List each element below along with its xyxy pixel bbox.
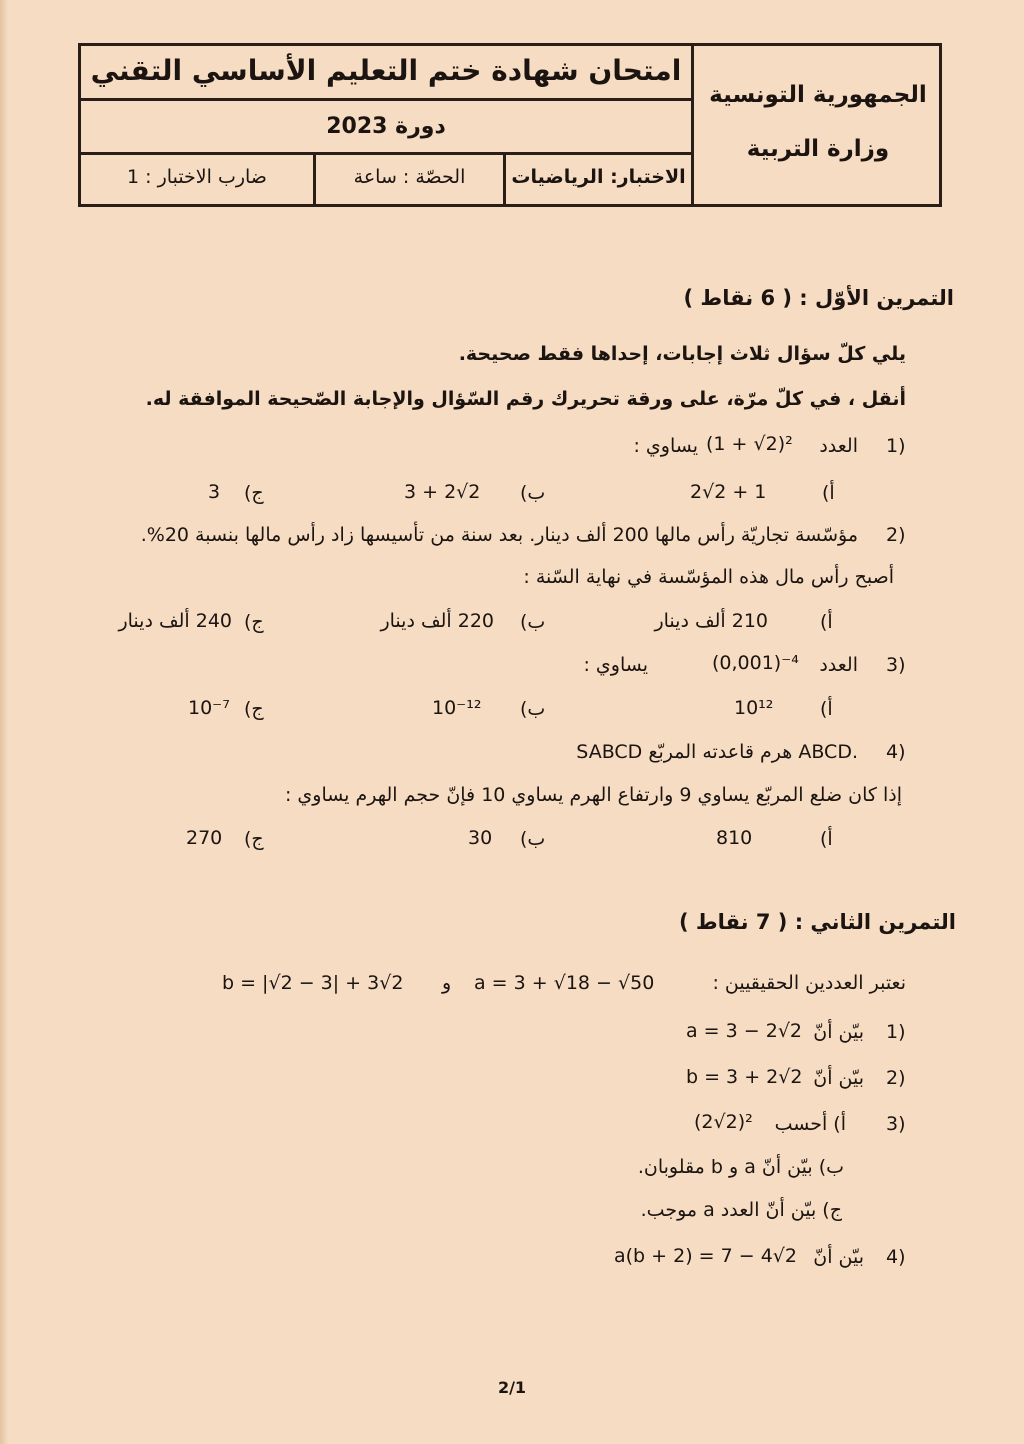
- ex2-item-4-text: بيّن أنّ: [813, 1246, 864, 1268]
- header-divider-vertical: [691, 46, 694, 204]
- exam-header: [78, 43, 942, 207]
- conjunction-and: و: [442, 972, 452, 994]
- q2-text: مؤسّسة تجاريّة رأس مالها 200 ألف دينار. بعد سنة من تأسيسها زاد رأس مالها بنسبة 20%.: [140, 524, 858, 546]
- ex2-item-3b-text: ب) بيّن أنّ a و b مقلوبان.: [637, 1156, 844, 1178]
- exercise-2-title: التمرين الثاني : ( 7 نقاط ): [678, 910, 956, 934]
- definition-a: a = 3 + √18 − √50: [474, 972, 655, 994]
- exam-title: امتحان شهادة ختم التعليم الأساسي التقني: [90, 54, 682, 87]
- ministry-name: وزارة التربية: [746, 136, 890, 162]
- q4-option-a: 810: [716, 827, 753, 849]
- ex2-item-2-number: 2): [886, 1067, 906, 1089]
- exam-duration: الحصّة : ساعة: [353, 166, 466, 188]
- ex2-item-2-text: بيّن أنّ: [813, 1067, 864, 1089]
- q1-option-b: 3 + 2√2: [404, 481, 481, 503]
- q2-label-c: ج): [244, 611, 264, 633]
- q4-number: 4): [886, 741, 906, 763]
- ex2-item-4-expression: a(b + 2) = 7 − 4√2: [614, 1245, 797, 1267]
- page-number: 2/1: [497, 1378, 527, 1397]
- exam-subject: الاختبار: الرياضيات: [511, 166, 686, 188]
- ex2-item-1-expression: a = 3 − 2√2: [686, 1020, 803, 1042]
- q4-option-c: 270: [186, 827, 223, 849]
- q1-option-a: 2√2 + 1: [690, 481, 767, 503]
- definition-b: b = |√2 − 3| + 3√2: [222, 972, 404, 994]
- ex2-item-1-text: بيّن أنّ: [813, 1021, 864, 1043]
- ex2-item-3c-text: ج) بيّن أنّ العدد a موجب.: [640, 1199, 842, 1221]
- ex2-item-4-number: 4): [886, 1246, 906, 1268]
- q3-text-before: العدد: [819, 654, 858, 676]
- q3-label-a: أ): [820, 698, 833, 720]
- q2-option-c: 240 ألف دينار: [118, 610, 232, 632]
- q4-option-b: 30: [468, 827, 493, 849]
- q4-text: SABCD هرم قاعدته المربّع ABCD.: [576, 741, 858, 763]
- q3-label-b: ب): [520, 698, 546, 720]
- exercise-1-intro-2: أنقل ، في كلّ مرّة، على ورقة تحريرك رقم السّؤال والإجابة الصّحيحة الموافقة له.: [145, 388, 906, 410]
- q3-option-c: 10⁻⁷: [188, 697, 230, 719]
- q3-option-a: 10¹²: [734, 697, 774, 719]
- q1-number: 1): [886, 435, 906, 457]
- q2-label-b: ب): [520, 611, 546, 633]
- header-divider-2: [81, 152, 691, 155]
- exam-coefficient: ضارب الاختبار : 1: [127, 166, 267, 188]
- q2-number: 2): [886, 524, 906, 546]
- exercise-2-intro: نعتبر العددين الحقيقيين :: [712, 972, 906, 994]
- q1-text-after: يساوي :: [633, 435, 698, 457]
- exam-session: دورة 2023: [326, 114, 446, 139]
- q1-label-b: ب): [520, 482, 546, 504]
- q1-text-before: العدد: [819, 435, 858, 457]
- ex2-item-2-expression: b = 3 + 2√2: [686, 1066, 803, 1088]
- q1-label-a: أ): [822, 482, 835, 504]
- q4-label-c: ج): [244, 828, 264, 850]
- country-name: الجمهورية التونسية: [709, 82, 927, 108]
- ex2-item-1-number: 1): [886, 1021, 906, 1043]
- q3-expression: (0,001)⁻⁴: [712, 652, 799, 674]
- q2-option-a: 210 ألف دينار: [654, 610, 768, 632]
- q2-text-2: أصبح رأس مال هذه المؤسّسة في نهاية السّنة :: [523, 566, 894, 588]
- exercise-1-intro-1: يلي كلّ سؤال ثلاث إجابات، إحداها فقط صحيحة.: [458, 343, 906, 365]
- q2-option-b: 220 ألف دينار: [380, 610, 494, 632]
- page-edge-shadow: [0, 0, 8, 1444]
- q4-label-b: ب): [520, 828, 546, 850]
- q1-label-c: ج): [244, 482, 264, 504]
- ex2-item-3-text: أ) أحسب: [774, 1113, 846, 1135]
- header-divider-1: [81, 98, 691, 101]
- q3-number: 3): [886, 654, 906, 676]
- ex2-item-3-expression: (2√2)²: [694, 1111, 753, 1133]
- q1-expression: (1 + √2)²: [706, 433, 793, 455]
- q3-option-b: 10⁻¹²: [432, 697, 482, 719]
- q4-label-a: أ): [820, 828, 833, 850]
- q2-label-a: أ): [820, 611, 833, 633]
- q1-option-c: 3: [208, 481, 221, 503]
- q3-text-after: يساوي :: [583, 654, 648, 676]
- exercise-1-title: التمرين الأوّل : ( 6 نقاط ): [683, 286, 954, 310]
- ex2-item-3-number: 3): [886, 1113, 906, 1135]
- q3-label-c: ج): [244, 698, 264, 720]
- q4-text-2: إذا كان ضلع المربّع يساوي 9 وارتفاع الهرم يساوي 10 فإنّ حجم الهرم يساوي :: [284, 784, 902, 806]
